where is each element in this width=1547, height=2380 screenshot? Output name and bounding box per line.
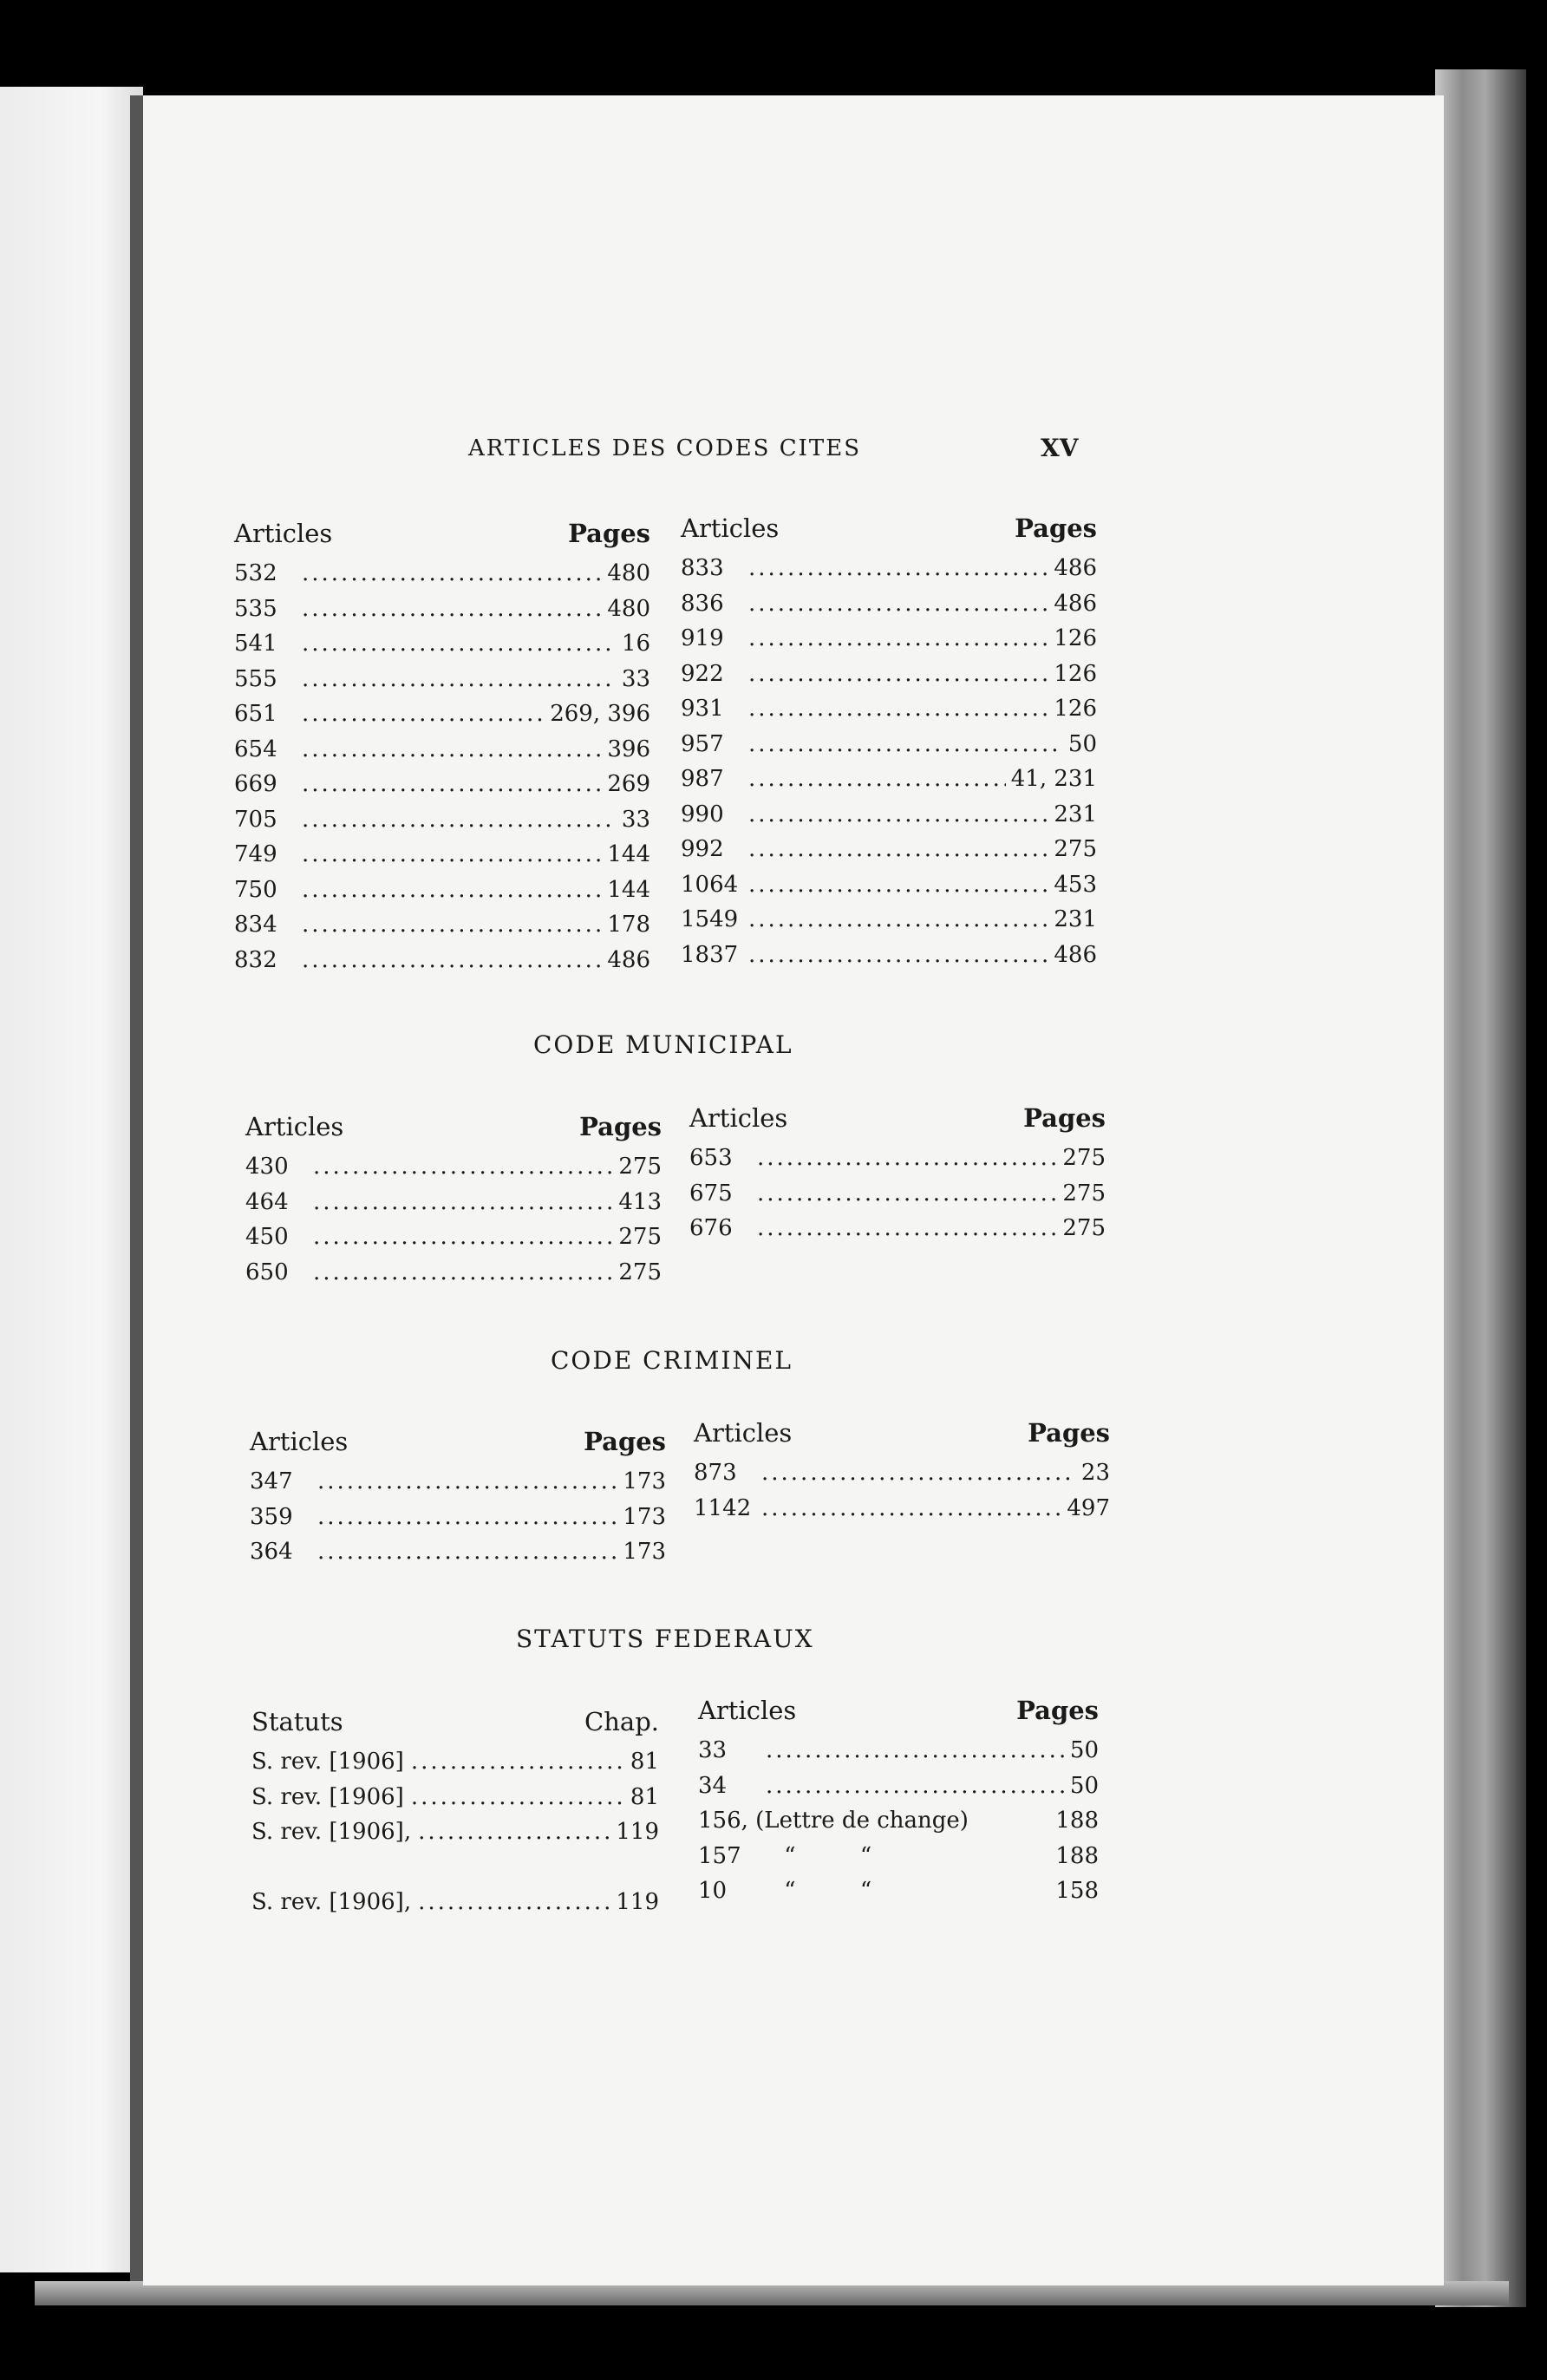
page-reference: 178 bbox=[607, 912, 650, 938]
dot-leader bbox=[748, 661, 1048, 687]
articles-heading: Articles bbox=[694, 1418, 793, 1448]
chapter-number: 119 bbox=[616, 1889, 659, 1915]
index-row bbox=[681, 625, 1097, 661]
chapter-number: 119 bbox=[616, 1819, 659, 1845]
section1-right-column bbox=[681, 513, 1097, 977]
chapter-number: 81 bbox=[630, 1783, 659, 1810]
dot-leader bbox=[302, 807, 617, 833]
article-number: 919 bbox=[681, 625, 724, 651]
index-row bbox=[698, 1773, 1099, 1808]
page-reference: 16 bbox=[621, 631, 650, 657]
page-reference: 50 bbox=[1067, 730, 1097, 757]
dot-leader bbox=[748, 906, 1048, 932]
index-row bbox=[250, 1468, 666, 1504]
column-header bbox=[250, 1427, 666, 1456]
section-title-code-criminel: CODE CRIMINEL bbox=[551, 1346, 793, 1375]
index-row bbox=[234, 807, 650, 842]
article-number: 650 bbox=[245, 1259, 289, 1285]
column-header bbox=[698, 1696, 1099, 1725]
pages-heading: Pages bbox=[584, 1427, 666, 1456]
article-number: 450 bbox=[245, 1224, 289, 1250]
index-row bbox=[234, 841, 650, 877]
criminel-left-column bbox=[250, 1427, 666, 1574]
index-row bbox=[698, 1878, 1099, 1913]
dot-leader bbox=[317, 1468, 617, 1494]
dot-leader bbox=[317, 1539, 617, 1565]
statut-reference: S. rev. [1906] bbox=[251, 1783, 404, 1810]
dot-leader bbox=[302, 877, 602, 903]
article-number: 832 bbox=[234, 946, 277, 973]
dot-leader bbox=[748, 872, 1048, 898]
index-row bbox=[234, 771, 650, 807]
article-number: 990 bbox=[681, 801, 724, 827]
page-reference: 275 bbox=[618, 1259, 662, 1285]
index-row bbox=[234, 701, 650, 736]
page-reference: 188 bbox=[1055, 1842, 1099, 1869]
index-rows bbox=[694, 1460, 1110, 1530]
statuts-rows bbox=[251, 1749, 659, 1925]
page-reference: 486 bbox=[1054, 555, 1097, 581]
index-row bbox=[234, 666, 650, 702]
dot-leader bbox=[748, 591, 1048, 617]
statut-row bbox=[251, 1854, 659, 1890]
index-row bbox=[245, 1189, 662, 1225]
dot-leader bbox=[757, 1215, 1057, 1241]
page-stack-edge bbox=[1435, 69, 1526, 2307]
index-row bbox=[681, 872, 1097, 907]
article-number: 1142 bbox=[694, 1494, 752, 1521]
article-number: 347 bbox=[250, 1468, 293, 1494]
section-title-code-municipal: CODE MUNICIPAL bbox=[533, 1030, 793, 1059]
dot-leader bbox=[313, 1154, 613, 1180]
pages-heading: Pages bbox=[568, 519, 650, 548]
article-number: 705 bbox=[234, 806, 277, 833]
index-row bbox=[681, 731, 1097, 767]
page-reference: 275 bbox=[618, 1224, 662, 1250]
page-reference: 231 bbox=[1054, 801, 1097, 827]
article-number: 749 bbox=[234, 841, 277, 867]
dot-leader bbox=[748, 731, 1063, 757]
statut-reference: S. rev. [1906], bbox=[251, 1819, 412, 1845]
article-number: 157 “ “ bbox=[698, 1842, 872, 1869]
dot-leader bbox=[313, 1259, 613, 1285]
dot-leader bbox=[302, 841, 602, 867]
page-reference: 275 bbox=[1054, 836, 1097, 862]
page-reference: 269, 396 bbox=[550, 701, 650, 727]
facing-page bbox=[0, 87, 143, 2272]
chapter-number: 81 bbox=[630, 1749, 659, 1775]
page-reference: 413 bbox=[618, 1188, 662, 1215]
dot-leader bbox=[302, 666, 617, 692]
index-row bbox=[245, 1154, 662, 1189]
dot-leader bbox=[302, 631, 617, 657]
dot-leader bbox=[302, 736, 602, 762]
articles-heading: Articles bbox=[689, 1103, 788, 1133]
column-header bbox=[681, 513, 1097, 543]
article-number: 535 bbox=[234, 595, 277, 622]
municipal-left-column bbox=[245, 1112, 662, 1294]
index-row bbox=[689, 1215, 1106, 1251]
page-reference: 480 bbox=[607, 560, 650, 586]
dot-leader bbox=[411, 1749, 625, 1775]
page-reference: 173 bbox=[623, 1539, 666, 1565]
index-row bbox=[698, 1843, 1099, 1879]
article-number: 873 bbox=[694, 1460, 737, 1486]
dot-leader bbox=[748, 555, 1048, 581]
articles-heading: Articles bbox=[234, 519, 333, 548]
dot-leader bbox=[418, 1889, 610, 1915]
page-reference: 275 bbox=[1062, 1180, 1106, 1206]
index-row bbox=[694, 1460, 1110, 1495]
page-reference: 158 bbox=[1055, 1878, 1099, 1904]
article-number: 359 bbox=[250, 1503, 293, 1530]
section-title-statuts-federaux: STATUTS FEDERAUX bbox=[516, 1625, 814, 1653]
article-number: 987 bbox=[681, 766, 724, 792]
index-row bbox=[681, 801, 1097, 837]
articles-heading: Articles bbox=[245, 1112, 344, 1141]
article-number: 654 bbox=[234, 736, 277, 762]
index-rows bbox=[234, 560, 650, 982]
articles-heading: Articles bbox=[681, 513, 780, 543]
dot-leader bbox=[757, 1145, 1057, 1171]
page-reference: 480 bbox=[607, 595, 650, 622]
index-row bbox=[234, 560, 650, 596]
dot-leader bbox=[302, 912, 602, 938]
page-reference: 231 bbox=[1054, 906, 1097, 932]
pages-heading: Pages bbox=[1015, 513, 1097, 543]
page-reference: 486 bbox=[1054, 590, 1097, 617]
page-reference: 23 bbox=[1080, 1460, 1110, 1486]
dot-leader bbox=[317, 1504, 617, 1530]
index-row bbox=[689, 1145, 1106, 1180]
article-number: 1549 bbox=[681, 906, 739, 932]
binding-edge bbox=[130, 95, 144, 2281]
statut-reference: S. rev. [1906], bbox=[251, 1889, 412, 1915]
dot-leader bbox=[766, 1737, 1065, 1763]
index-row bbox=[681, 555, 1097, 591]
article-number: 156, (Lettre de change) bbox=[698, 1808, 969, 1834]
article-number: 957 bbox=[681, 730, 724, 757]
article-number: 833 bbox=[681, 555, 724, 581]
article-number: 33 bbox=[698, 1737, 728, 1763]
article-number: 750 bbox=[234, 876, 277, 903]
index-row bbox=[681, 836, 1097, 872]
page-reference: 275 bbox=[1062, 1215, 1106, 1241]
index-row bbox=[234, 736, 650, 772]
dot-leader bbox=[748, 836, 1048, 862]
article-number: 532 bbox=[234, 560, 277, 586]
index-row bbox=[234, 912, 650, 947]
dot-leader bbox=[411, 1784, 625, 1810]
page-reference: 126 bbox=[1054, 696, 1097, 722]
dot-leader bbox=[313, 1224, 613, 1250]
page-reference: 396 bbox=[607, 736, 650, 762]
municipal-right-column bbox=[689, 1103, 1106, 1251]
page-reference: 486 bbox=[1054, 941, 1097, 968]
dot-leader bbox=[761, 1460, 1076, 1486]
page-reference: 50 bbox=[1069, 1772, 1099, 1799]
dot-leader bbox=[302, 771, 602, 797]
criminel-right-column bbox=[694, 1418, 1110, 1530]
statut-row bbox=[251, 1819, 659, 1854]
index-row bbox=[245, 1224, 662, 1259]
index-row bbox=[681, 906, 1097, 942]
page-reference: 173 bbox=[623, 1468, 666, 1494]
page-reference: 497 bbox=[1067, 1494, 1110, 1521]
page-reference: 126 bbox=[1054, 660, 1097, 687]
dot-leader bbox=[302, 596, 602, 622]
index-row bbox=[234, 877, 650, 912]
index-rows bbox=[698, 1737, 1099, 1913]
page-reference: 33 bbox=[621, 665, 650, 692]
statuts-left-column bbox=[251, 1707, 659, 1925]
index-row bbox=[698, 1808, 1099, 1843]
index-row bbox=[689, 1180, 1106, 1216]
article-number: 464 bbox=[245, 1188, 289, 1215]
column-header bbox=[234, 519, 650, 548]
section1-left-column bbox=[234, 519, 650, 982]
page-reference: 269 bbox=[607, 771, 650, 797]
article-number: 34 bbox=[698, 1772, 728, 1799]
article-number: 555 bbox=[234, 665, 277, 692]
dot-leader bbox=[418, 1819, 610, 1845]
page-reference: 144 bbox=[607, 876, 650, 903]
article-number: 1064 bbox=[681, 871, 739, 898]
page-reference: 144 bbox=[607, 841, 650, 867]
article-number: 541 bbox=[234, 631, 277, 657]
article-number: 922 bbox=[681, 660, 724, 687]
article-number: 653 bbox=[689, 1145, 733, 1171]
dot-leader bbox=[748, 696, 1048, 722]
statut-row bbox=[251, 1784, 659, 1820]
page-reference: 275 bbox=[618, 1154, 662, 1180]
page-reference: 173 bbox=[623, 1503, 666, 1530]
index-row bbox=[234, 631, 650, 666]
column-header bbox=[251, 1707, 659, 1736]
articles-heading: Articles bbox=[250, 1427, 349, 1456]
index-row bbox=[245, 1259, 662, 1295]
article-number: 992 bbox=[681, 836, 724, 862]
page-reference: 486 bbox=[607, 946, 650, 973]
article-number: 669 bbox=[234, 771, 277, 797]
column-header bbox=[245, 1112, 662, 1141]
index-rows bbox=[681, 555, 1097, 977]
dot-leader bbox=[748, 766, 1006, 792]
page-reference: 33 bbox=[621, 806, 650, 833]
column-header bbox=[694, 1418, 1110, 1448]
index-rows bbox=[245, 1154, 662, 1294]
index-rows bbox=[250, 1468, 666, 1574]
index-row bbox=[234, 947, 650, 983]
article-number: 676 bbox=[689, 1215, 733, 1241]
article-number: 430 bbox=[245, 1154, 289, 1180]
index-row bbox=[681, 696, 1097, 731]
page-reference: 50 bbox=[1069, 1737, 1099, 1763]
articles-heading: Articles bbox=[698, 1696, 797, 1725]
index-row bbox=[681, 661, 1097, 696]
article-number: 675 bbox=[689, 1180, 733, 1206]
article-number: 651 bbox=[234, 701, 277, 727]
index-row bbox=[694, 1495, 1110, 1531]
pages-heading: Pages bbox=[1023, 1103, 1106, 1133]
dot-leader bbox=[757, 1180, 1057, 1206]
statut-row bbox=[251, 1749, 659, 1784]
article-number: 1837 bbox=[681, 941, 739, 968]
page-reference: 126 bbox=[1054, 625, 1097, 651]
pages-heading: Pages bbox=[1016, 1696, 1099, 1725]
pages-heading: Pages bbox=[579, 1112, 662, 1141]
article-number: 931 bbox=[681, 696, 724, 722]
dot-leader bbox=[766, 1773, 1065, 1799]
statuts-heading: Statuts bbox=[251, 1707, 343, 1736]
dot-leader bbox=[748, 942, 1048, 968]
dot-leader bbox=[761, 1495, 1061, 1521]
index-row bbox=[250, 1539, 666, 1574]
index-row bbox=[250, 1504, 666, 1540]
page-reference: 188 bbox=[1055, 1808, 1099, 1834]
index-row bbox=[698, 1737, 1099, 1773]
column-header bbox=[689, 1103, 1106, 1133]
statut-row bbox=[251, 1889, 659, 1925]
running-header: ARTICLES DES CODES CITES bbox=[468, 435, 862, 461]
index-row bbox=[681, 591, 1097, 626]
dot-leader bbox=[302, 701, 545, 727]
statut-reference: S. rev. [1906] bbox=[251, 1749, 404, 1775]
article-number: 364 bbox=[250, 1539, 293, 1565]
index-row bbox=[681, 942, 1097, 978]
chap-heading: Chap. bbox=[584, 1707, 659, 1736]
page-number: XV bbox=[1041, 434, 1079, 462]
dot-leader bbox=[748, 801, 1048, 827]
index-rows bbox=[689, 1145, 1106, 1251]
dot-leader bbox=[302, 947, 602, 973]
page-reference: 41, 231 bbox=[1010, 766, 1097, 792]
dot-leader bbox=[302, 560, 602, 586]
article-number: 10 “ “ bbox=[698, 1878, 872, 1904]
index-row bbox=[234, 596, 650, 631]
article-number: 836 bbox=[681, 590, 724, 617]
pages-heading: Pages bbox=[1028, 1418, 1110, 1448]
page-reference: 275 bbox=[1062, 1145, 1106, 1171]
page-reference: 453 bbox=[1054, 871, 1097, 898]
dot-leader bbox=[313, 1189, 613, 1215]
statuts-right-column bbox=[698, 1696, 1099, 1913]
dot-leader bbox=[748, 625, 1048, 651]
article-number: 834 bbox=[234, 912, 277, 938]
index-row bbox=[681, 766, 1097, 801]
